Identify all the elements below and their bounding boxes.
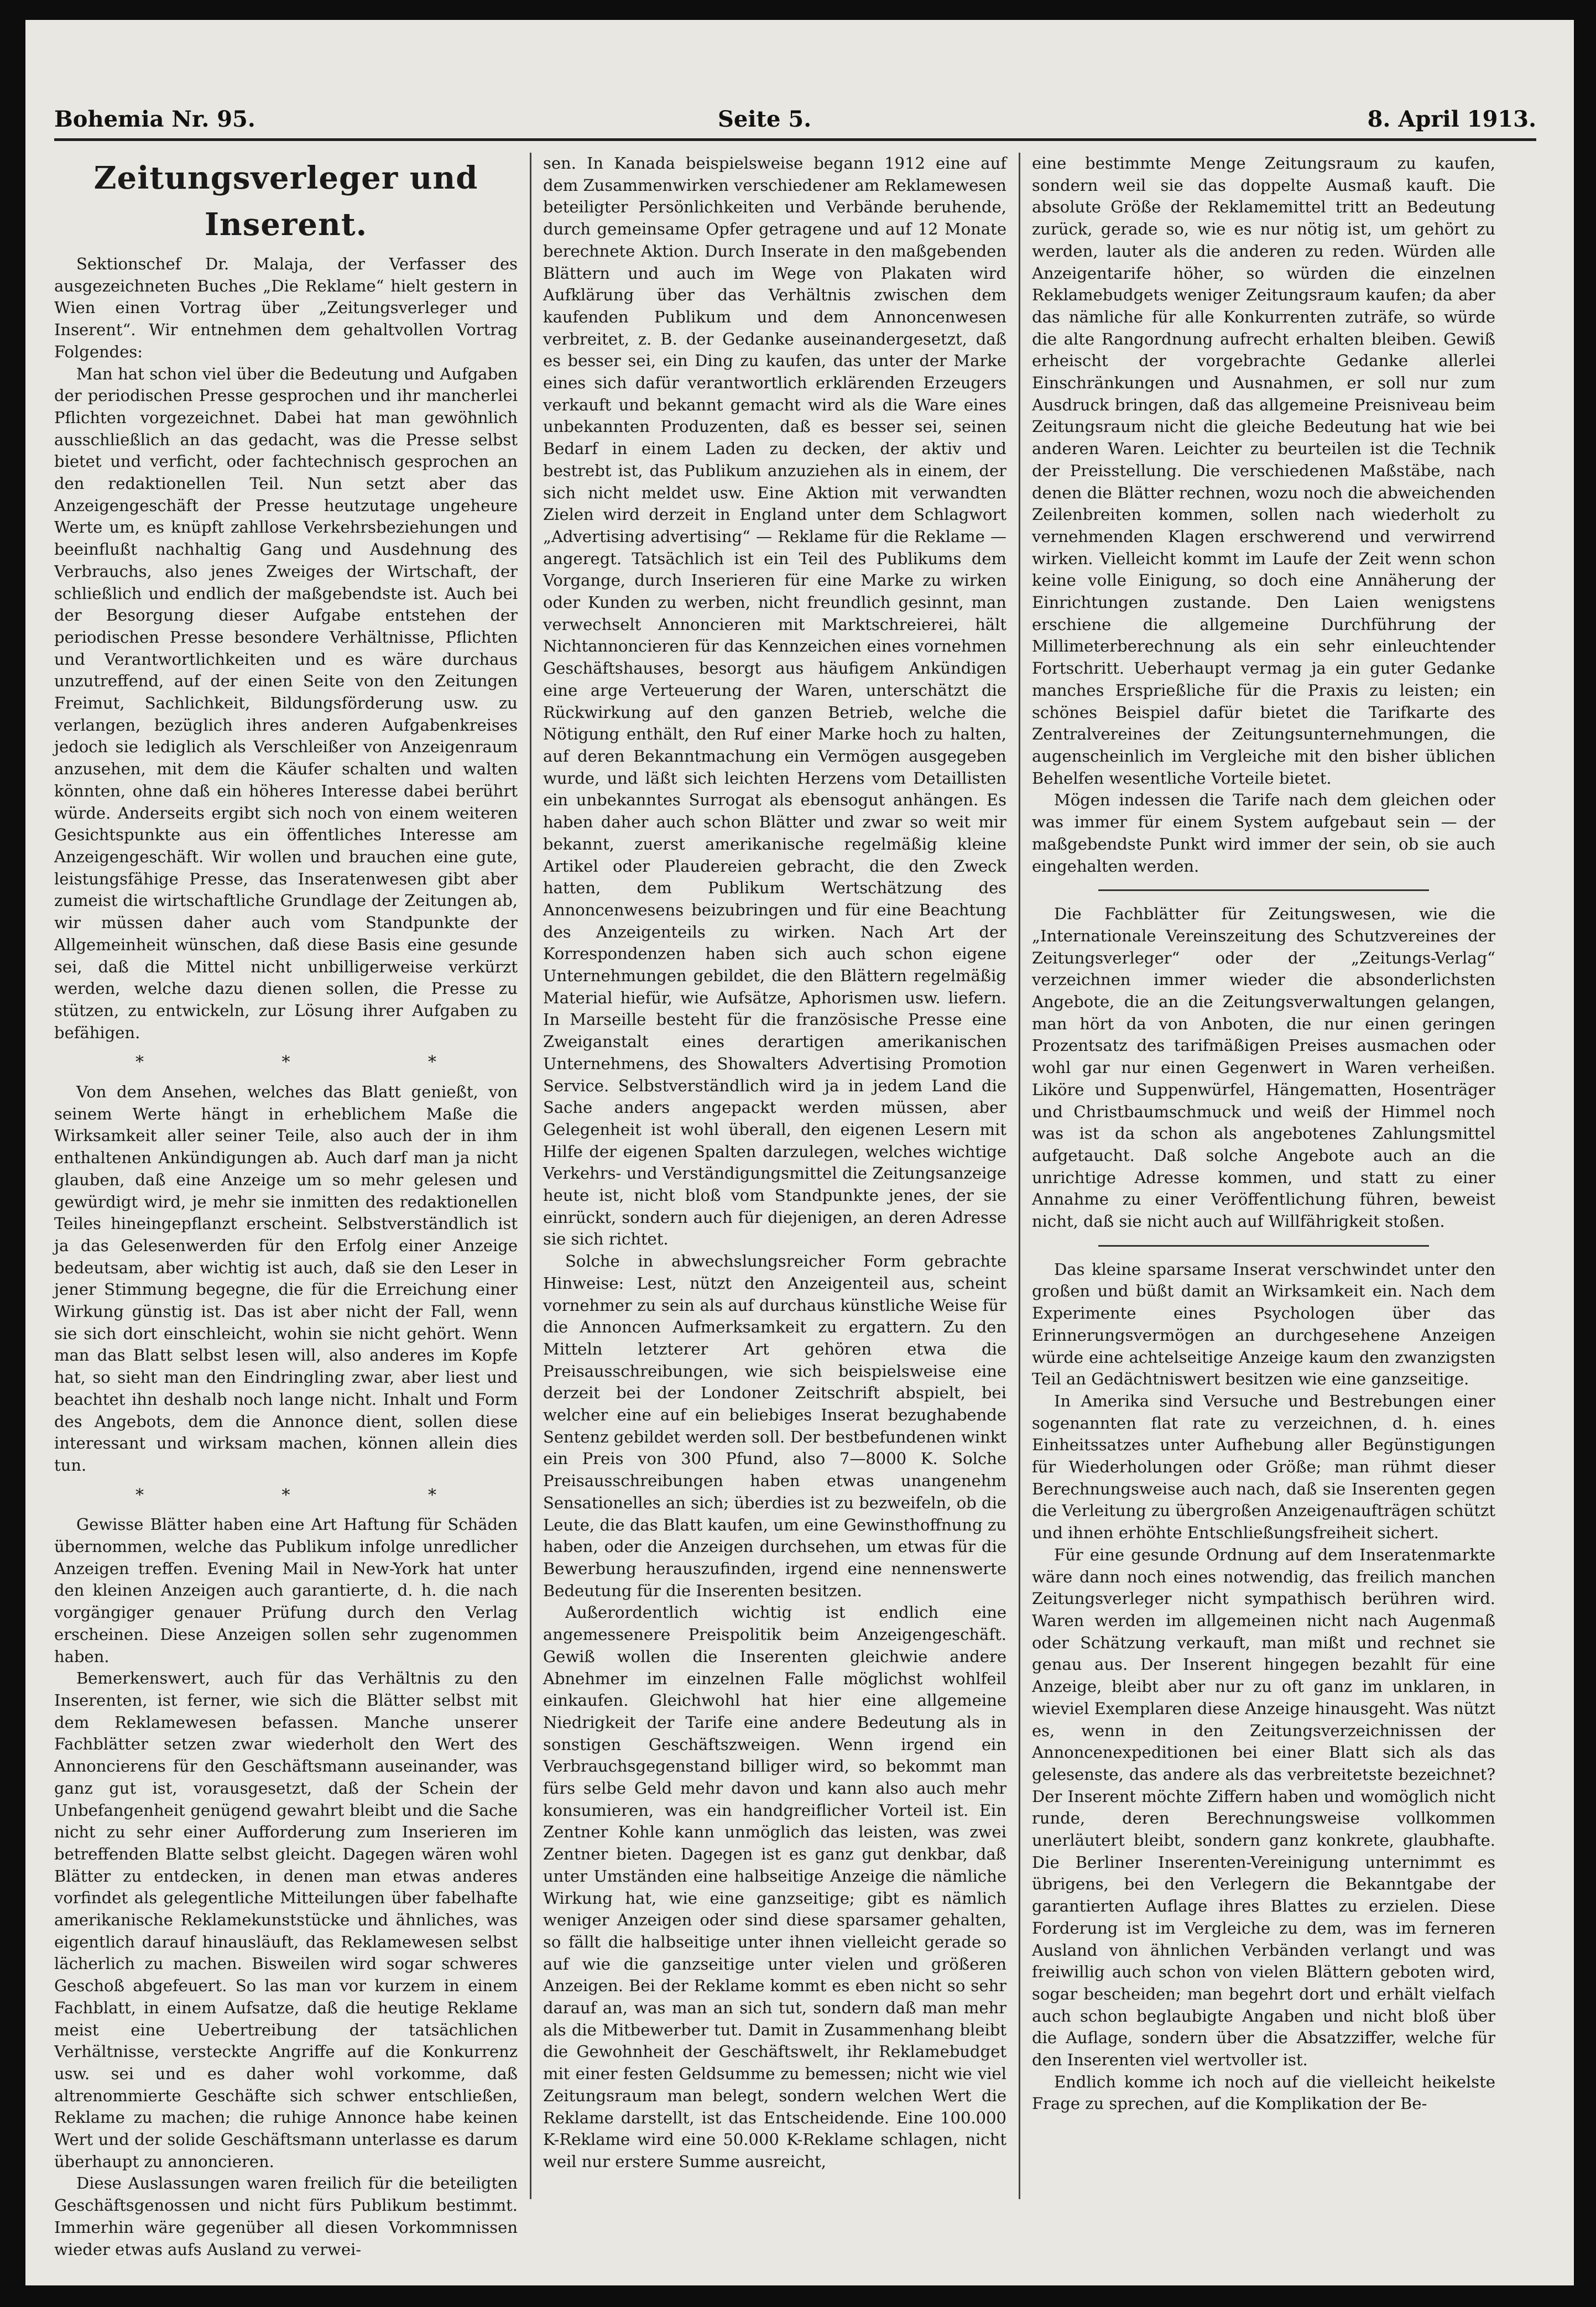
paragraph: Mögen indessen die Tarife nach dem gleichen oder was immer für einem System aufgebaut sein — der maßgebendste Punkt wird immer der sein, ob sie auch eingehalten werden. [1032,790,1495,876]
paragraph: In Amerika sind Versuche und Bestrebungen einer sogenannten flat rate zu verzeichnen, d. h. eines Einheitssatzes unter Aufhebung aller Begünstigungen für Wiederholungen oder Größe; man rühmt dieser Berechnungsweise auch nach, daß sie Inserenten gegen die Verleitung zu übergroßen Anzeigenaufträgen schützt und ihnen erhöhte Entschließungsfreiheit sichert. [1032,1391,1495,1543]
column-rule-2 [1019,153,1020,2199]
masthead [54,97,1536,141]
newspaper-page [25,20,1574,2285]
section-separator: * * * [135,1485,503,1505]
column-rule-1 [530,153,531,2199]
paragraph: Endlich komme ich noch auf die vielleicht heikelste Frage zu sprechen, auf die Komplikation der Be- [1032,2072,1495,2113]
paragraph: Das kleine sparsame Inserat verschwindet unter den großen und büßt damit an Wirksamkeit ein. Nach dem Experimente eines Psychologen über das Erinnerungsvermögen an durchgesehene Anzeigen würde eine achtelseitige Anzeige kaum den zwanzigsten Teil an Gedächtniswert besitzen wie eine ganzseitige. [1032,1259,1495,1389]
section-separator: * * * [135,1053,503,1072]
paragraph: Außerordentlich wichtig ist endlich eine angemessenere Preispolitik beim Anzeigengeschäft. Gewiß wollen die Inserenten gleichwie andere Abnehmer im einzelnen Falle möglichst wohlfeil einkaufen. Gleichwohl hat hier eine allgemeine Niedrigkeit der Tarife eine andere Bedeutung als in sonstigen Geschäftszweigen. Wenn irgend ein Verbrauchsgegenstand billiger wird, so bekommt man fürs selbe Geld mehr davon und kann also auch mehr konsumieren, was ein handgreiflicher Vorteil ist. Ein Zentner Kohle kann unmöglich das leisten, was zwei Zentner bieten. Dagegen ist es ganz gut denkbar, daß unter Umständen eine halbseitige Anzeige die nämliche Wirkung hat, wie eine ganzseitige; gibt es nämlich weniger Anzeigen oder sind diese sparsamer gehalten, so fällt die halbseitige unter ihnen vielleicht gerade so auf wie die ganzseitige unter vielen und größeren Anzeigen. Bei der Reklame kommt es eben nicht so sehr darauf an, was man an sich tut, sondern daß man mehr als die Mitbewerber tut. Damit in Zusammenhang bleibt die Gewohnheit der Geschäftswelt, ihr Reklamebudget mit einer festen Geldsumme zu bemessen; nicht wie viel Zeitungsraum man belegt, sondern welchen Wert die Reklame darstellt, ist das Entscheidende. Eine 100.000 K-Reklame wird eine 50.000 K-Reklame schlagen, nicht weil nur erstere Summe ausreicht, [543,1603,1006,2171]
paragraph: Für eine gesunde Ordnung auf dem Inseratenmarkte wäre dann noch eines notwendig, das freilich manchen Zeitungsverleger nicht sympathisch berühren wird. Waren werden im allgemeinen nicht nach Augenmaß oder Schätzung verkauft, man mißt und rechnet sie genau aus. Der Inserent hingegen bezahlt für eine Anzeige, bleibt aber nur zu oft ganz im unklaren, in wieviel Exemplaren diese Anzeige hinausgeht. Was nützt es, wenn in den Zeitungsverzeichnissen der Annoncenexpeditionen bei einer Blatt sich als das gelesenste, das andere als das verbreitetste bezeichnet? Der Inserent möchte Ziffern haben und womöglich nicht runde, deren Berechnungsweise vollkommen unerläutert bleibt, sondern ganz konkrete, glaubhafte. Die Berliner Inserenten-Vereinigung unternimmt es übrigens, bei den Verlegern die Bekanntgabe der garantierten Auflage ihres Blattes zu erzielen. Diese Forderung ist im Vergleiche zu dem, was im ferneren Ausland von ähnlichen Verbänden verlangt und was freiwillig auch schon von vielen Blättern geboten wird, sogar bescheiden; man begehrt dort und erhält vielfach auch schon beglaubigte Angaben und nicht bloß über die Auflage, sondern über die Absatzziffer, welche für den Inserenten viel wertvoller ist. [1032,1545,1495,2070]
paragraph: Bemerkenswert, auch für das Verhältnis zu den Inserenten, ist ferner, wie sich die Blätter selbst mit dem Reklamewesen befassen. Manche unserer Fachblätter setzen zwar wiederholt den Wert des Annoncierens für den Geschäftsmann auseinander, was ganz gut ist, vorausgesetzt, daß der Schein der Unbefangenheit genügend gewahrt bleibt und die Sache nicht zu sehr einer Aufforderung zum Inserieren im betreffenden Blatte selbst gleicht. Dagegen wären wohl Blätter zu entdecken, in denen man etwas anderes vorfindet als gelegentliche Mitteilungen über fabelhafte amerikanische Reklamekunststücke und ähnliches, was eigentlich darauf hinausläuft, das Reklamewesen selbst lächerlich zu machen. Bisweilen wird sogar schweres Geschoß abgefeuert. So las man vor kurzem in einem Fachblatt, in einem Aufsatze, daß die heutige Reklame meist eine Uebertreibung der tatsächlichen Verhältnisse, versteckte Angriffe auf die Konkurrenz usw. sei und es daher wohl vorkomme, daß altrenommierte Geschäfte sich schwer entschließen, Reklame zu machen; die ruhige Annonce habe keinen Wert und der solide Geschäftsmann unterlasse es darum überhaupt zu annoncieren. [54,1669,518,2171]
column-divider-line [1098,889,1429,891]
article-column-3 [1032,153,1495,2199]
paragraph: Die Fachblätter für Zeitungswesen, wie die „Internationale Vereinszeitung des Schutzvereines der Zeitungsverleger“ oder der „Zeitungs-Verlag“ verzeichnen immer wieder die absonderlichsten Angebote, die an die Zeitungsverwaltungen gelangen, man hört da von Anboten, die nur einen geringen Prozentsatz des tarifmäßigen Preises ausmachen oder wohl gar nur einen Gegenwert in Waren verheißen. Liköre und Suppenwürfel, Hängematten, Hosenträger und Christbaumschmuck und weiß der Himmel noch was ist da schon als angebotenes Zahlungsmittel aufgetaucht. Daß solche Angebote auch an die unrichtige Adresse kommen, und statt zu einer Annahme zu einer Veröffentlichung führen, beweist nicht, daß sie nicht auch auf Willfährigkeit stoßen. [1032,904,1495,1231]
paragraph: Von dem Ansehen, welches das Blatt genießt, von seinem Werte hängt in erheblichem Maße die Wirksamkeit aller seiner Teile, also auch der in ihm enthaltenen Ankündigungen ab. Auch darf man ja nicht glauben, daß eine Anzeige um so mehr gelesen und gewürdigt wird, je mehr sie inmitten des redaktionellen Teiles hineingepflanzt erscheint. Selbstverständlich ist ja das Gelesenwerden für den Erfolg einer Anzeige bedeutsam, aber wichtig ist auch, daß sie den Leser in jener Stimmung begegne, die für die Erreichung einer Wirkung günstig ist. Das ist aber nicht der Fall, wenn sie sich dort einschleicht, wohin sie nicht gehört. Wenn man das Blatt selbst lesen will, also anderes im Kopfe hat, so sieht man den Eindringling zwar, aber liest und beachtet ihn deshalb noch lange nicht. Inhalt und Form des Angebots, dem die Annonce dient, sollen diese interessant und wirksam machen, können allein dies tun. [54,1082,518,1475]
article-column-2 [543,153,1006,2199]
paragraph: eine bestimmte Menge Zeitungsraum zu kaufen, sondern weil sie das doppelte Ausmaß kauft. Die absolute Größe der Reklamemittel tritt an Bedeutung zurück, gerade so, wie es nur nötig ist, um gehört zu werden, lauter als die anderen zu reden. Würden alle Anzeigentarife höher, so würden die einzelnen Reklamebudgets weniger Zeitungsraum kaufen; da aber das nämliche für alle Konkurrenten zuträfe, so würde die alte Rangordnung aufrecht erhalten bleiben. Gewiß erheischt der vorgebrachte Gedanke allerlei Einschränkungen und Ausnahmen, er soll nur zum Ausdruck bringen, daß das allgemeine Preisniveau beim Zeitungsraum nicht die gleiche Bedeutung hat wie bei anderen Waren. Leichter zu beurteilen ist die Technik der Preisstellung. Die verschiedenen Maßstäbe, nach denen die Blätter rechnen, wozu noch die abweichenden Zeilenbreiten kommen, sollen nach wiederholt zu vernehmenden Klagen erschwerend und verwirrend wirken. Vielleicht kommt im Laufe der Zeit wenn schon keine volle Einigung, so doch eine Annäherung der Einrichtungen zustande. Den Laien wenigstens erschiene die allgemeine Durchführung der Millimeterberechnung als ein sehr einleuchtender Fortschritt. Ueberhaupt vermag ja ein guter Gedanke manches Ersprießliche für die Praxis zu leisten; ein schönes Beispiel dafür bietet die Tarifkarte des Zentralvereines der Zeitungsunternehmungen, die augenscheinlich im Vergleiche mit den bisher üblichen Behelfen wesentliche Vorteile bietet. [1032,154,1495,788]
article-column-1 [54,153,518,2259]
paragraph: Man hat schon viel über die Bedeutung und Aufgaben der periodischen Presse gesprochen und ihr mancherlei Pflichten vorgezeichnet. Dabei hat man gewöhnlich ausschließlich an das gedacht, was die Presse selbst bietet und verficht, oder fachtechnisch gesprochen an den redaktionellen Teil. Nun setzt aber das Anzeigengeschäft der Presse heutzutage ungeheure Werte um, es knüpft zahllose Verkehrsbeziehungen und beeinflußt nachhaltig Gang und Ausdehnung des Verbrauchs, also jenes Zweiges der Wirtschaft, der schließlich und endlich der maßgebendste ist. Auch bei der Besorgung dieser Aufgabe entstehen der periodischen Presse besondere Verhältnisse, Pflichten und Verantwortlichkeiten und es wäre durchaus unzutreffend, auf der einen Seite von den Zeitungen Freimut, Sachlichkeit, Bildungsförderung usw. zu verlangen, bezüglich ihres anderen Aufgabenkreises jedoch sie lediglich als Verschleißer von Anzeigenraum anzusehen, mit dem die Käufer schalten und walten könnten, ohne daß ein höheres Interesse dabei berührt würde. Anderseits ergibt sich noch von einem weiteren Gesichtspunkte aus ein öffentliches Interesse am Anzeigengeschäft. Wir wollen und brauchen eine gute, leistungsfähige Presse, das Inseratenwesen gibt aber zumeist die wirtschaftliche Grundlage der Zeitungen ab, wir müssen daher auch vom Standpunkte der Allgemeinheit wünschen, daß diese Basis eine gesunde sei, daß die Mittel nicht unbilligerweise verkürzt werden, welche dazu dienen sollen, die Presse zu stützen, zu entwickeln, zur Lösung ihrer Aufgaben zu befähigen. [54,364,518,1042]
paragraph: Diese Auslassungen waren freilich für die beteiligten Geschäftsgenossen und nicht fürs Publikum bestimmt. Immerhin wäre gegenüber all diesen Vorkommnissen wieder etwas aufs Ausland zu verwei- [54,2174,518,2259]
masthead-publication: Bohemia Nr. 95. [54,106,255,132]
article-headline: Zeitungsverleger und Inserent. [93,160,478,243]
paragraph: sen. In Kanada beispielsweise begann 1912 eine auf dem Zusammenwirken verschiedener am Reklamewesen beteiligter Persönlichkeiten und Verbände beruhende, durch gemeinsame Opfer getragene und auf 12 Monate berechnete Aktion. Durch Inserate in den maßgebenden Blättern und auch im Wege von Plakaten wird Aufklärung über das Verhältnis zwischen dem kaufenden Publikum und dem Annoncenwesen verbreitet, z. B. der Gedanke auseinandergesetzt, daß es besser sei, ein Ding zu kaufen, das unter der Marke eines sich dafür verantwortlich erklärenden Erzeugers verkauft und bekannt gemacht wird als die Ware eines unbekannten Produzenten, daß es besser sei, seinen Bedarf in einem Laden zu decken, der aktiv und bestrebt ist, das Publikum anzuziehen als in einem, der sich nicht meldet usw. Eine Aktion mit verwandten Zielen wird derzeit in England unter dem Schlagwort „Advertising advertising“ — Reklame für die Reklame — angeregt. Tatsächlich ist ein Teil des Publikums dem Vorgange, durch Inserieren für eine Marke zu wirken oder Kunden zu werben, nicht freundlich gesinnt, man verwechselt Annoncieren mit Marktschreierei, hält Nichtannoncieren für das Kennzeichen eines vornehmen Geschäftshauses, besorgt aus häufigem Ankündigen eine arge Verteuerung der Waren, unterschätzt die Rückwirkung auf den ganzen Betrieb, welche die Nötigung enthält, den Ruf einer Marke hoch zu halten, auf deren Bekanntmachung ein Vermögen ausgegeben wurde, und läßt sich leichten Herzens vom Detaillisten ein unbekanntes Surrogat als ebensogut anhängen. Es haben daher auch schon Blätter und zwar so weit mir bekannt, zuerst amerikanische regelmäßig kleine Artikel oder Plaudereien gebracht, die den Zweck hatten, dem Publikum Wertschätzung des Annoncenwesens beizubringen und für eine Beachtung des Anzeigenteils zu wirken. Nach Art der Korrespondenzen haben sich auch schon eigene Unternehmungen gebildet, die den Blättern regelmäßig Material hiefür, wie Aufsätze, Aphorismen usw. liefern. In Marseille besteht für die französische Presse eine Zweiganstalt eines derartigen amerikanischen Unternehmens, des Showalters Advertising Promotion Service. Selbstverständlich wird ja in jedem Land die Sache anders angepackt werden müssen, aber Gelegenheit ist wohl überall, den eigenen Lesern mit Hilfe der eigenen Spalten darzulegen, welches wichtige Verkehrs- und Verständigungsmittel die Zeitungsanzeige heute ist, nicht bloß vom Standpunkte jenes, der sie einrückt, sondern auch für diejenigen, an deren Adresse sie sich richtet. [543,154,1006,1249]
column-divider-line [1098,1245,1429,1247]
masthead-page-number: Seite 5. [718,106,812,132]
paragraph: Gewisse Blätter haben eine Art Haftung für Schäden übernommen, welche das Publikum infolge unredlicher Anzeigen treffen. Evening Mail in New-York hat unter den kleinen Anzeigen auch garantierte, d. h. die nach vorgängiger genauer Prüfung durch den Verlag erscheinen. Diese Anzeigen sollen sehr zugenommen haben. [54,1515,518,1666]
masthead-date: 8. April 1913. [1367,106,1536,132]
paragraph: Sektionschef Dr. Malaja, der Verfasser des ausgezeichneten Buches „Die Reklame“ hielt gestern in Wien einen Vortrag über „Zeitungsverleger und Inserent“. Wir entnehmen dem gehaltvollen Vortrag Folgendes: [54,254,518,361]
paragraph: Solche in abwechslungsreicher Form gebrachte Hinweise: Lest, nützt den Anzeigenteil aus, scheint vornehmer zu sein als auf durchaus künstliche Weise für die Annoncen Aufmerksamkeit zu ergattern. Zu den Mitteln letzterer Art gehören etwa die Preisausschreibungen, wie sich beispielsweise eine derzeit bei der Londoner Zeitschrift abspielt, bei welcher eine auf ein beliebiges Inserat bezughabende Sentenz gebildet werden soll. Der bestbefundenen winkt ein Preis von 300 Pfund, also 7—8000 K. Solche Preisausschreibungen haben etwas unangenehm Sensationelles an sich; überdies ist zu bezweifeln, ob die Leute, die das Blatt kaufen, um eine Gewinsthoffnung zu haben, oder die Anzeigen durchsehen, um etwas für die Bewerbung herauszufinden, irgend eine nennenswerte Bedeutung für die Inserenten besitzen. [543,1252,1006,1600]
